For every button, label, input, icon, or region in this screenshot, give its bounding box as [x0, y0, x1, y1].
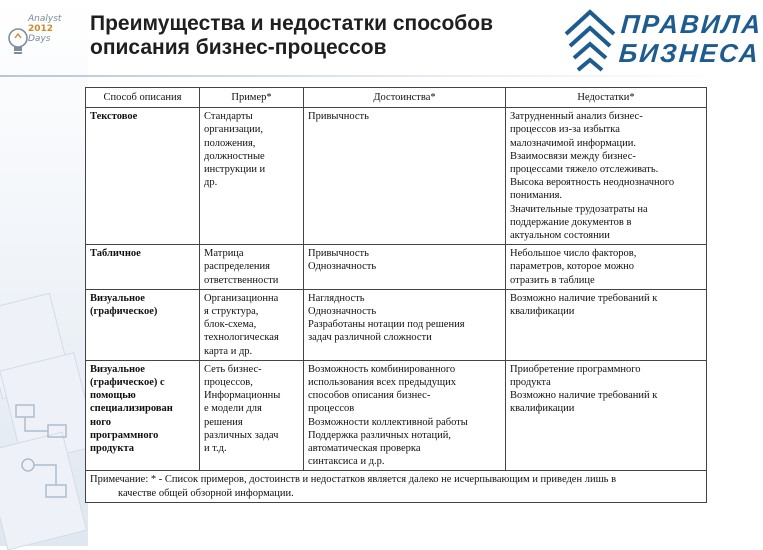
- cell-advantages-line: синтаксиса и д.р.: [308, 456, 385, 468]
- cell-example-line: технологическая: [204, 332, 279, 344]
- cell-example-line: Матрица: [204, 248, 244, 260]
- cell-example-line: организации,: [204, 124, 263, 136]
- note-line1: Примечание: * - Список примеров, достоинств и недостатков является далеко не исчерпывающим и приведен лишь в: [90, 474, 617, 486]
- cell-example-line: я структура,: [204, 306, 259, 318]
- left-decorative-strip: [0, 0, 88, 546]
- cell-disadvantages-line: понимания.: [510, 190, 563, 202]
- note-line2: качестве общей обзорной информации.: [118, 487, 294, 499]
- cell-disadvantages: [506, 245, 707, 290]
- header-method: Способ описания: [86, 88, 200, 108]
- cell-method: [86, 360, 200, 471]
- cell-advantages-line: Привычность: [308, 111, 369, 123]
- cell-disadvantages-line: продукта: [510, 377, 551, 389]
- cell-disadvantages-line: Возможно наличие требований к: [510, 390, 658, 402]
- cell-advantages: [304, 245, 506, 290]
- cell-method-line: (графическое): [90, 306, 158, 318]
- cell-advantages-line: Разработаны нотации под решения: [308, 319, 465, 331]
- cell-method-line: специализирован: [90, 403, 173, 415]
- title-line2: описания бизнес-процессов: [90, 36, 387, 59]
- cell-advantages: [304, 108, 506, 245]
- cell-disadvantages-line: актуальном состоянии: [510, 230, 610, 242]
- cell-disadvantages-line: процессов из-за избытка: [510, 124, 620, 136]
- logo-line2: Days: [28, 34, 51, 44]
- cell-disadvantages-line: малозначимой информации.: [510, 137, 636, 149]
- header-example: Пример*: [200, 88, 304, 108]
- cell-example: [200, 360, 304, 471]
- table-note: [86, 471, 707, 502]
- cell-advantages-line: использования всех предыдущих: [308, 377, 456, 389]
- cell-disadvantages-line: Небольшое число факторов,: [510, 248, 637, 260]
- table-row: [86, 108, 707, 245]
- cell-example-line: различных задач: [204, 429, 279, 441]
- cell-advantages-line: автоматическая проверка: [308, 443, 421, 455]
- comparison-table: [85, 87, 707, 503]
- cell-method-line: Визуальное: [90, 292, 145, 304]
- cell-method: [86, 245, 200, 290]
- cell-advantages-line: способов описания бизнес-: [308, 390, 431, 402]
- table-row: [86, 360, 707, 471]
- page-title: [90, 12, 540, 60]
- cell-advantages-line: Поддержка различных нотаций,: [308, 429, 451, 441]
- cell-disadvantages-line: Взаимосвязи между бизнес-: [510, 150, 636, 162]
- table-note-row: [86, 471, 707, 502]
- analyst-days-logo: [6, 8, 86, 68]
- table-body: [86, 108, 707, 471]
- cell-disadvantages-line: отразить в таблице: [510, 274, 595, 286]
- logo-year: 2012: [28, 24, 54, 34]
- chevron-stack-icon: [560, 4, 622, 72]
- logo-text: [28, 14, 88, 44]
- title-line1: Преимущества и недостатки способов: [90, 12, 493, 35]
- cell-disadvantages-line: параметров, которое можно: [510, 261, 634, 273]
- cell-example: [200, 245, 304, 290]
- cell-disadvantages-line: Возможно наличие требований к: [510, 292, 658, 304]
- cell-disadvantages-line: Значительные трудозатраты на: [510, 203, 648, 215]
- brand-line2: БИЗНЕСА: [617, 38, 761, 68]
- table-header-row: [86, 88, 707, 108]
- cell-method-line: ного: [90, 416, 112, 428]
- cell-example: [200, 289, 304, 360]
- cell-method-line: программного: [90, 429, 159, 441]
- cell-method-line: Текстовое: [90, 111, 138, 123]
- cell-example-line: Организационна: [204, 292, 279, 304]
- cell-advantages-line: Однозначность: [308, 306, 377, 318]
- cell-disadvantages-line: Затрудненный анализ бизнес-: [510, 111, 643, 123]
- cell-disadvantages: [506, 360, 707, 471]
- cell-disadvantages-line: поддержание документов в: [510, 216, 632, 228]
- cell-method: [86, 289, 200, 360]
- cell-example-line: инструкции и: [204, 164, 266, 176]
- cell-disadvantages: [506, 289, 707, 360]
- cell-advantages-line: задач различной сложности: [308, 332, 432, 344]
- cell-advantages-line: Привычность: [308, 248, 369, 260]
- cell-example-line: распределения: [204, 261, 270, 273]
- cell-disadvantages-line: квалификации: [510, 403, 575, 415]
- cell-advantages-line: Возможность комбинированного: [308, 363, 456, 375]
- cell-advantages-line: процессов: [308, 403, 355, 415]
- cell-example: [200, 108, 304, 245]
- cell-disadvantages-line: Приобретение программного: [510, 363, 641, 375]
- cell-disadvantages: [506, 108, 707, 245]
- cell-disadvantages-line: квалификации: [510, 306, 575, 318]
- cell-example-line: карта и др.: [204, 345, 253, 357]
- cell-method-line: Визуальное: [90, 363, 145, 375]
- cell-example-line: положения,: [204, 137, 256, 149]
- cell-example-line: Информационны: [204, 390, 281, 402]
- cell-advantages: [304, 360, 506, 471]
- brand-line1: ПРАВИЛА: [620, 9, 763, 39]
- brand-wordmark: [618, 10, 763, 68]
- cell-example-line: е модели для: [204, 403, 262, 415]
- cell-example-line: должностные: [204, 150, 265, 162]
- logo-line1: Analyst: [28, 14, 62, 24]
- header-divider: [0, 75, 728, 77]
- cell-method-line: Табличное: [90, 248, 141, 260]
- cell-method: [86, 108, 200, 245]
- cell-method-line: помощью: [90, 390, 136, 402]
- cell-example-line: процессов,: [204, 377, 253, 389]
- cell-advantages-line: Наглядность: [308, 292, 365, 304]
- table-row: [86, 289, 707, 360]
- cell-method-line: (графическое) с: [90, 377, 165, 389]
- brand-logo: [560, 4, 763, 74]
- cell-example-line: ответственности: [204, 274, 279, 286]
- decorative-flowchart-icon: [8, 395, 78, 515]
- cell-example-line: Сеть бизнес-: [204, 363, 262, 375]
- cell-example-line: решения: [204, 416, 243, 428]
- header-disadvantages: Недостатки*: [506, 88, 707, 108]
- cell-method-line: продукта: [90, 443, 134, 455]
- header-advantages: Достоинства*: [304, 88, 506, 108]
- cell-advantages: [304, 289, 506, 360]
- cell-disadvantages-line: Высока вероятность неоднозначного: [510, 177, 675, 189]
- cell-example-line: блок-схема,: [204, 319, 257, 331]
- cell-advantages-line: Однозначность: [308, 261, 377, 273]
- cell-example-line: Стандарты: [204, 111, 253, 123]
- cell-disadvantages-line: процессами тяжело отслеживать.: [510, 164, 659, 176]
- cell-example-line: и т.д.: [204, 443, 227, 455]
- cell-example-line: др.: [204, 177, 218, 189]
- cell-advantages-line: Возможности коллективной работы: [308, 416, 468, 428]
- table-row: [86, 245, 707, 290]
